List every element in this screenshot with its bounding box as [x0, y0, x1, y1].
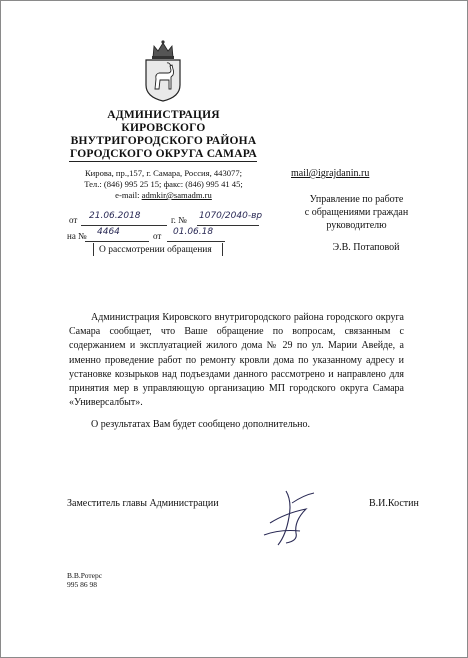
number-handwritten: 1070/2040-вр [199, 211, 263, 221]
body-paragraph-1: Администрация Кировского внутригородского района городского округа Самара сообщает, что Ваше обращение по вопросам, связанным с содержанием и эксплуатацией жилого дома № 29 по ул. Марии Авейде, а именно проведение работ по ремонту кровли дома по указанному адресу и установке козырьков над подъездами данного рассмотрено и направлено для принятия мер в управляющую организацию МП городского округа Самара «Универсалбыт». [69, 312, 404, 409]
org-address: Кирова, пр.,157, г. Самара, Россия, 443077; [84, 168, 243, 178]
number-prefix: г. № [171, 215, 187, 225]
recipient-email[interactable]: mail@igrajdanin.ru [291, 168, 370, 179]
recipient-name: Э.В. Потаповой [332, 242, 400, 253]
executor-phone: 995 86 98 [67, 580, 97, 589]
org-name-line4: ГОРОДСКОГО ОКРУГА САМАРА [70, 148, 257, 160]
executor-name: В.В.Ротерс [67, 571, 103, 580]
samara-coat-of-arms-icon [138, 39, 188, 103]
date-handwritten: 21.06.2018 [89, 211, 141, 221]
signer-title: Заместитель главы Администрации [67, 498, 219, 509]
recipient-line2: с обращениями граждан [304, 207, 409, 218]
letter-body [69, 311, 404, 433]
header-divider [69, 161, 257, 162]
org-name-line2: КИРОВСКОГО [121, 122, 206, 134]
ref-number-handwritten: 4464 [97, 227, 120, 237]
recipient-line3: руководителю [326, 220, 387, 231]
ref-date-prefix: от [153, 231, 162, 241]
date-prefix: от [69, 215, 78, 225]
org-phone: Тел.: (846) 995 25 15; факс: (846) 995 41 45; [84, 179, 243, 189]
ref-prefix: на № [67, 231, 87, 241]
body-paragraph-2: О результатах Вам будет сообщено дополнительно. [91, 419, 310, 431]
handwritten-signature-icon [256, 483, 326, 553]
org-email-prefix: e-mail: [115, 190, 142, 200]
org-name-line3: ВНУТРИГОРОДСКОГО РАЙОНА [70, 135, 257, 147]
signer-name: В.И.Костин [369, 498, 419, 509]
subject-line: О рассмотрении обращения [99, 245, 212, 255]
org-email-line [61, 190, 266, 201]
ref-date-handwritten: 01.06.18 [173, 227, 214, 237]
recipient-line1: Управление по работе [309, 194, 404, 205]
org-name-line1: АДМИНИСТРАЦИЯ [107, 109, 220, 121]
org-email-link[interactable]: admkir@samadm.ru [141, 190, 212, 200]
